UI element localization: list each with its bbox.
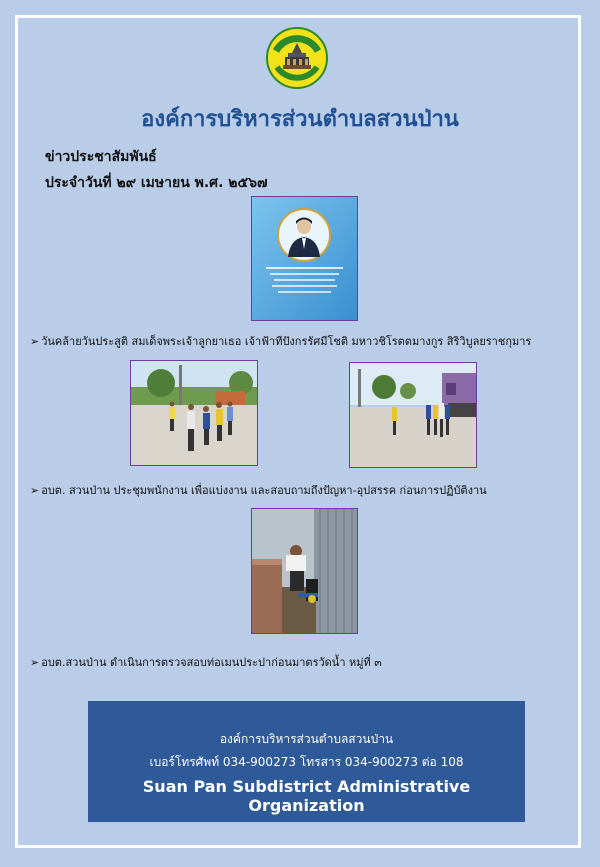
staff-meeting-photo-1 <box>130 360 258 466</box>
caption-pipe-inspection: ➢ อบต.สวนป่าน ดำเนินการตรวจสอบท่อเมนประปาก่อนมาตรวัดน้ำ หมู่ที่ ๓ <box>30 656 382 669</box>
pipe-inspection-photo <box>251 508 358 634</box>
arrow-bullet-icon: ➢ <box>30 335 40 348</box>
caption-birthday: ➢ วันคล้ายวันประสูติ สมเด็จพระเจ้าลูกยาเธอ เจ้าฟ้าทีปังกรรัศมีโชติ มหาวชิโรตตมางกูร สิริวิบูลยราชกุมาร <box>30 335 532 348</box>
news-label: ข่าวประชาสัมพันธ์ <box>45 149 157 165</box>
organization-logo <box>266 27 328 89</box>
contact-footer <box>88 701 525 822</box>
caption-staff-meeting: ➢ อบต. สวนป่าน ประชุมพนักงาน เพื่อแบ่งงาน และสอบถามถึงปัญหา-อุปสรรค ก่อนการปฏิบัติงาน <box>30 484 487 497</box>
footer-org-name-th: องค์การบริหารส่วนตำบลสวนป่าน <box>219 732 394 746</box>
arrow-bullet-icon: ➢ <box>30 656 40 669</box>
arrow-bullet-icon: ➢ <box>30 484 40 497</box>
date-line: ประจำวันที่ ๒๙ เมษายน พ.ศ. ๒๕๖๗ <box>45 175 268 191</box>
staff-meeting-photo-2 <box>349 362 477 468</box>
portrait-tribute-image <box>251 196 358 321</box>
footer-contact-numbers: เบอร์โทรศัพท์ 034-900273 โทรสาร 034-900273 ต่อ 108 <box>149 755 464 769</box>
page-title: องค์การบริหารส่วนตำบลสวนป่าน <box>141 107 459 132</box>
footer-org-name-en: Suan Pan Subdistrict Administrative Organization <box>142 777 471 815</box>
